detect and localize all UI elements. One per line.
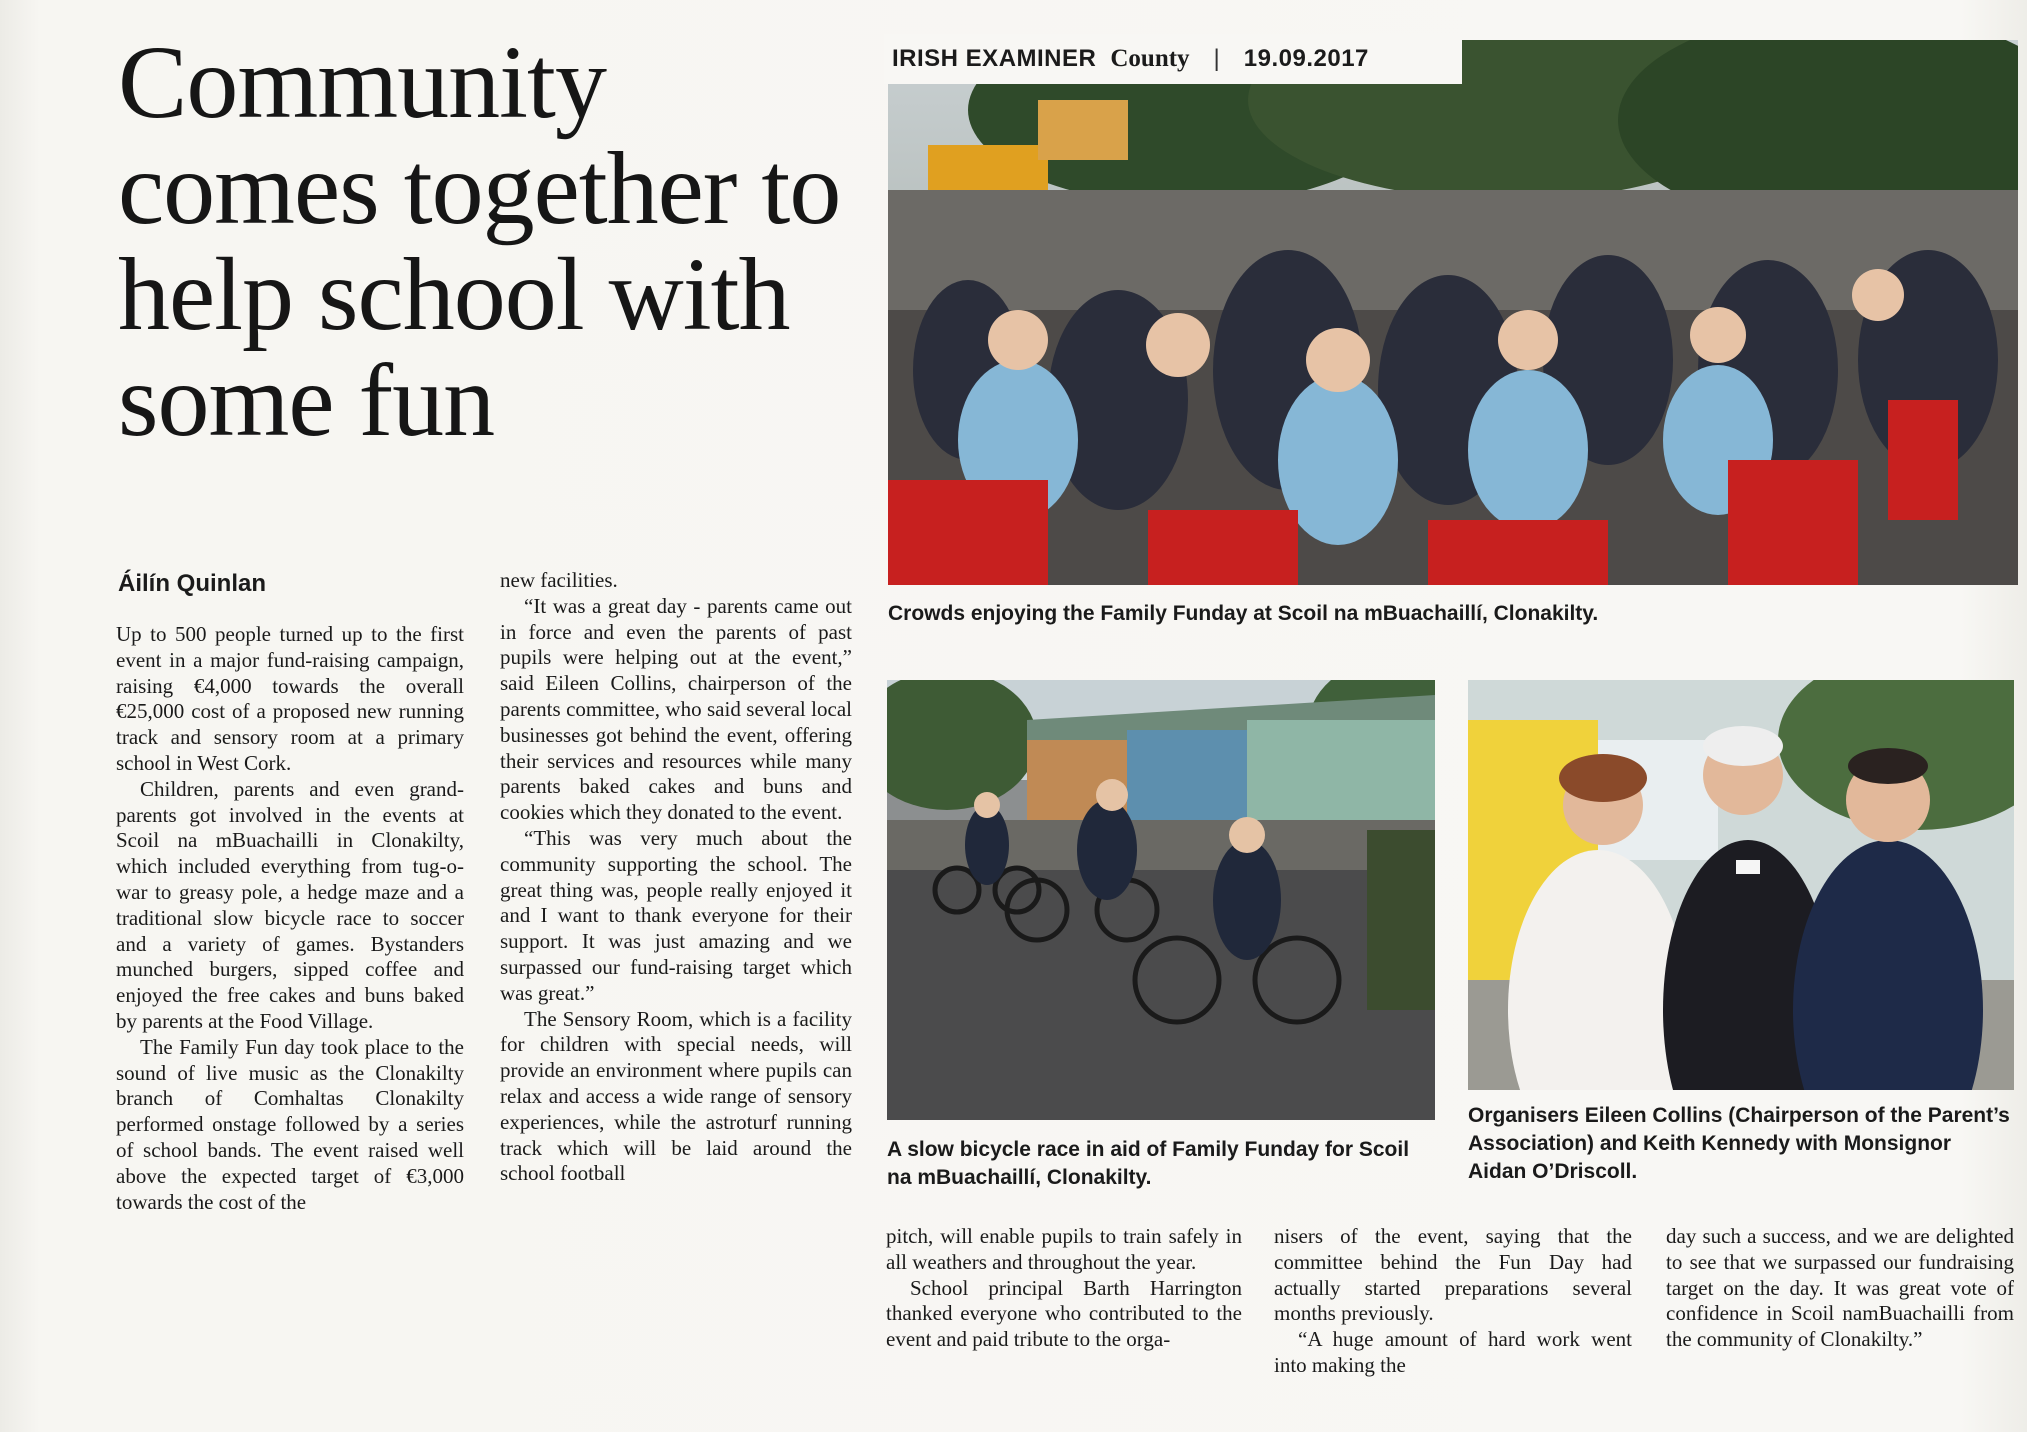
paragraph: The Sensory Room, which is a facility for children with special needs, will provide an environment where pupils can relax and access a wide range of sensory experiences, while the astroturf running track which will be laid around the school football	[500, 1006, 852, 1186]
article-column-1	[116, 622, 464, 1215]
crowd-photo	[888, 40, 2018, 585]
paragraph: nisers of the event, saying that the committee behind the Fun Day had actually started preparations several months previously.	[1274, 1224, 1632, 1326]
organisers-photo	[1468, 680, 2014, 1090]
organisers-caption: Organisers Eileen Collins (Chairperson of the Parent’s Association) and Keith Kennedy with Monsignor Aidan O’Driscoll.	[1468, 1104, 2010, 1183]
paragraph: “A huge amount of hard work went into making the	[1274, 1327, 1632, 1377]
headline: Community comes together to help school with some fun	[118, 25, 841, 458]
article-column-4	[1274, 1224, 1632, 1379]
paragraph: School principal Barth Harrington thanked everyone who contributed to the event and paid tribute to the orga-	[886, 1275, 1242, 1352]
paragraph: Children, parents and even grand-parents got involved in the events at Scoil na mBuachailli in Clonakilty, which included everything from tug-o-war to greasy pole, a hedge maze and a traditional slow bicycle race to soccer and a variety of games. Bystanders munched burgers, sipped coffee and enjoyed the free cakes and buns baked by parents at the Food Village.	[116, 776, 464, 1033]
paragraph: “It was a great day - parents came out in force and even the parents of past pupils were helping out at the event,” said Eileen Collins, chairperson of the parents committee, who said several local businesses got behind the event, offering their services and resources while many parents baked cakes and buns and cookies which they donated to the event.	[500, 593, 852, 825]
bicycle-race-image	[887, 680, 1435, 1120]
paragraph: pitch, will enable pupils to train safely in all weathers and throughout the year.	[886, 1224, 1242, 1274]
masthead-separator: |	[1213, 45, 1220, 72]
paragraph: “This was very much about the community supporting the school. The great thing was, people really enjoyed it and I want to thank everyone for their support. It was just amazing and we surpassed our fund-raising target which was great.”	[500, 825, 852, 1005]
article-column-5	[1666, 1224, 2014, 1353]
publication-date: 19.09.2017	[1243, 45, 1369, 72]
article-column-3	[886, 1224, 1242, 1353]
bicycle-race-photo	[887, 680, 1435, 1120]
paragraph: Up to 500 people turned up to the first event in a major fund-raising campaign, raising €4,000 towards the overall €25,000 cost of a proposed new running track and sensory room at a primary school in West Cork.	[116, 622, 464, 775]
byline: Áilín Quinlan	[118, 570, 266, 597]
paragraph: The Family Fun day took place to the sound of live music as the Clonakilty branch of Comhaltas Clonakilty performed onstage followed by a series of school bands. The event raised well above the expected target of €3,000 towards the cost of the	[116, 1034, 464, 1214]
masthead	[884, 34, 1462, 84]
newspaper-name: IRISH EXAMINER	[892, 45, 1097, 72]
article-column-2	[500, 568, 852, 1187]
crowd-photo-caption: Crowds enjoying the Family Funday at Scoil na mBuachaillí, Clonakilty.	[888, 602, 1599, 625]
organisers-image	[1468, 680, 2014, 1090]
crowd-photo-image	[888, 40, 2018, 585]
paragraph: day such a success, and we are delighted to see that we surpassed our fundraising target on the day. It was great vote of confidence in Scoil namBuachailli from the community of Clonakilty.”	[1666, 1224, 2014, 1352]
bicycle-race-caption: A slow bicycle race in aid of Family Funday for Scoil na mBuachaillí, Clonakilty.	[887, 1138, 1410, 1189]
paragraph: new facilities.	[500, 568, 618, 592]
section-name: County	[1110, 45, 1190, 72]
